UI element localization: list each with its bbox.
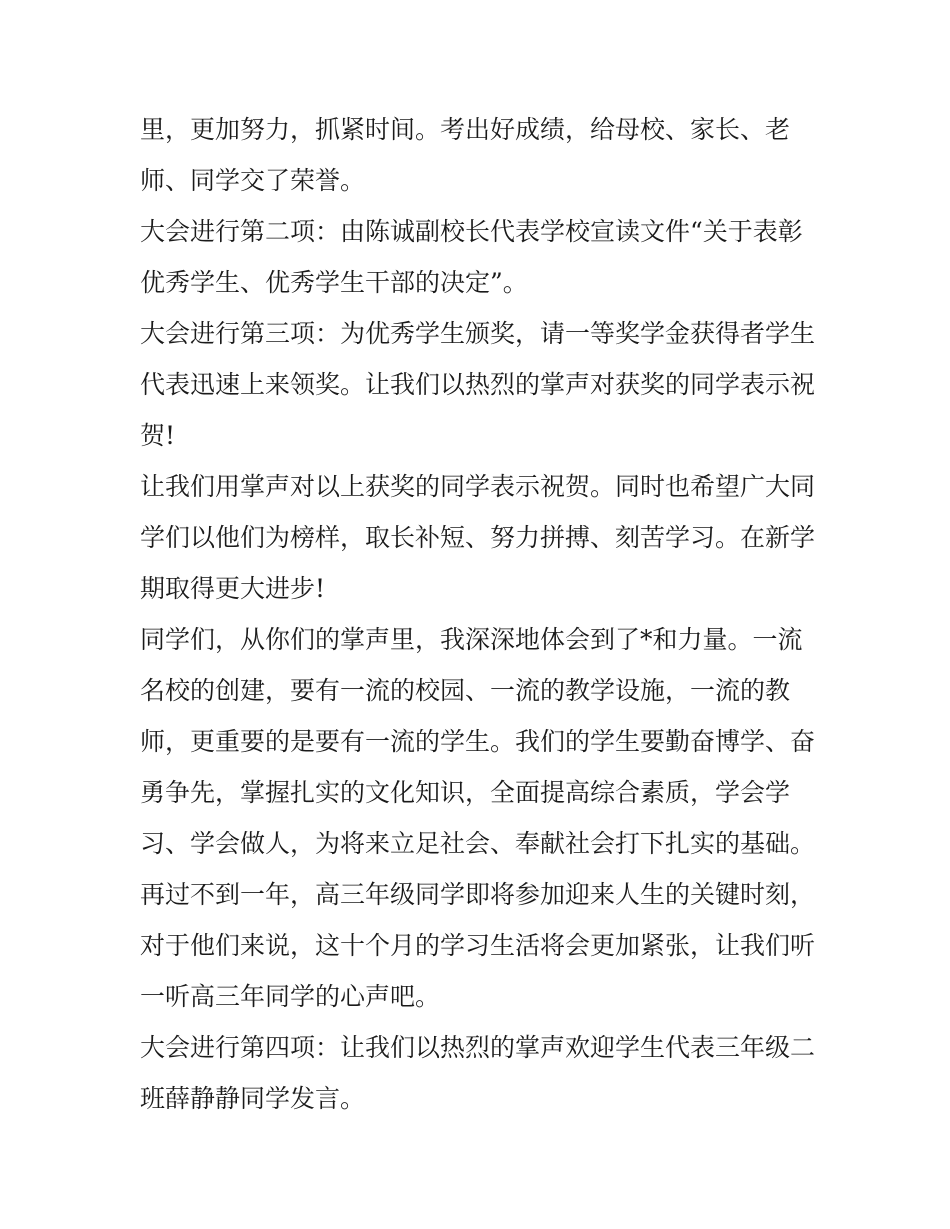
text-line: 师，更重要的是要有一流的学生。我们的学生要勤奋博学、奋	[140, 727, 816, 756]
text-line: 对于他们来说，这十个月的学习生活将会更加紧张，让我们听	[140, 931, 816, 960]
paragraph-7	[140, 1022, 820, 1124]
text-line: 师、同学交了荣誉。	[140, 166, 366, 195]
paragraph-1	[140, 104, 820, 206]
text-line: 期取得更大进步!	[140, 574, 326, 603]
text-line: 名校的创建，要有一流的校园、一流的教学设施，一流的教	[140, 676, 791, 705]
text-line: 大会进行第三项：为优秀学生颁奖，请一等奖学金获得者学生	[140, 319, 816, 348]
text-line: 里，更加努力，抓紧时间。考出好成绩，给母校、家长、老	[140, 115, 791, 144]
paragraph-4	[140, 461, 820, 614]
text-line: 学们以他们为榜样，取长补短、努力拼搏、刻苦学习。在新学	[140, 523, 816, 552]
paragraph-5	[140, 614, 820, 869]
text-line: 勇争先，掌握扎实的文化知识，全面提高综合素质，学会学	[140, 778, 791, 807]
text-line: 班薛静静同学发言。	[140, 1084, 366, 1113]
text-line: 优秀学生、优秀学生干部的决定”。	[140, 268, 528, 297]
text-line: 一听高三年同学的心声吧。	[140, 982, 441, 1011]
text-line: 大会进行第四项：让我们以热烈的掌声欢迎学生代表三年级二	[140, 1033, 816, 1062]
paragraph-3	[140, 308, 820, 461]
paragraph-6	[140, 869, 820, 1022]
text-line: 习、学会做人，为将来立足社会、奉献社会打下扎实的基础。	[140, 829, 816, 858]
document-body	[140, 104, 820, 1124]
text-line: 同学们，从你们的掌声里，我深深地体会到了*和力量。一流	[140, 625, 803, 654]
text-line: 让我们用掌声对以上获奖的同学表示祝贺。同时也希望广大同	[140, 472, 816, 501]
text-line: 代表迅速上来领奖。让我们以热烈的掌声对获奖的同学表示祝	[140, 370, 816, 399]
paragraph-2	[140, 206, 820, 308]
text-line: 大会进行第二项：由陈诚副校长代表学校宣读文件“关于表彰	[140, 217, 803, 246]
text-line: 贺!	[140, 421, 176, 450]
text-line: 再过不到一年，高三年级同学即将参加迎来人生的关键时刻，	[140, 880, 816, 909]
